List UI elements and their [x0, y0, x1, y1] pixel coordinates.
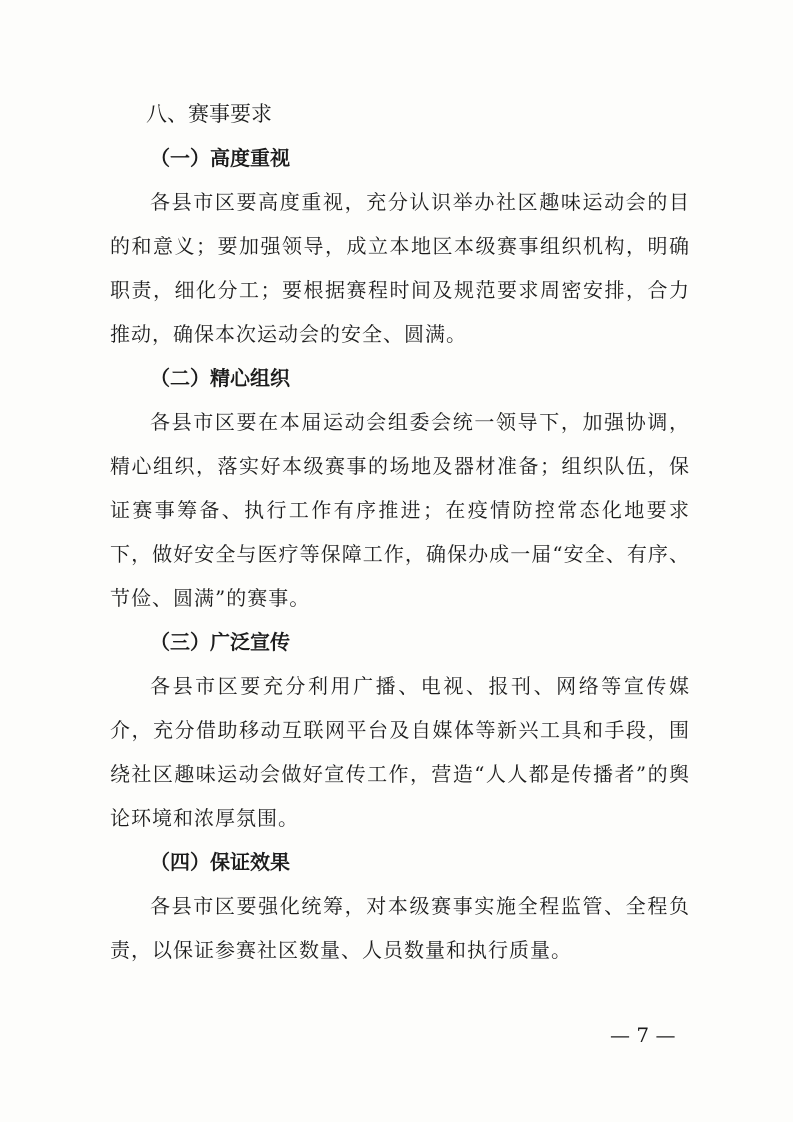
document-body: [110, 92, 690, 972]
subheading-4: （四）保证效果: [150, 850, 290, 874]
paragraph-2: 各县市区要在本届运动会组委会统一领导下，加强协调，精心组织，落实好本级赛事的场地及器材准备；组织队伍，保证赛事筹备、执行工作有序推进；在疫情防控常态化地要求下，做好安全与医疗等保障工作，确保办成一届“安全、有序、节俭、圆满”的赛事。: [110, 410, 690, 610]
subheading-3: （三）广泛宣传: [150, 630, 290, 654]
paragraph-4: 各县市区要强化统筹，对本级赛事实施全程监管、全程负责，以保证参赛社区数量、人员数量和执行质量。: [110, 894, 690, 962]
section-heading: 八、赛事要求: [146, 102, 272, 126]
paragraph-3: 各县市区要充分利用广播、电视、报刊、网络等宣传媒介，充分借助移动互联网平台及自媒体等新兴工具和手段，围绕社区趣味运动会做好宣传工作，营造“人人都是传播者”的舆论环境和浓厚氛围。: [110, 674, 690, 830]
paragraph-1: 各县市区要高度重视，充分认识举办社区趣味运动会的目的和意义；要加强领导，成立本地区本级赛事组织机构，明确职责，细化分工；要根据赛程时间及规范要求周密安排，合力推动，确保本次运动会的安全、圆满。: [110, 190, 690, 346]
subheading-2: （二）精心组织: [150, 366, 290, 390]
subheading-1: （一）高度重视: [150, 146, 290, 170]
page-number: — 7 —: [610, 1023, 676, 1047]
